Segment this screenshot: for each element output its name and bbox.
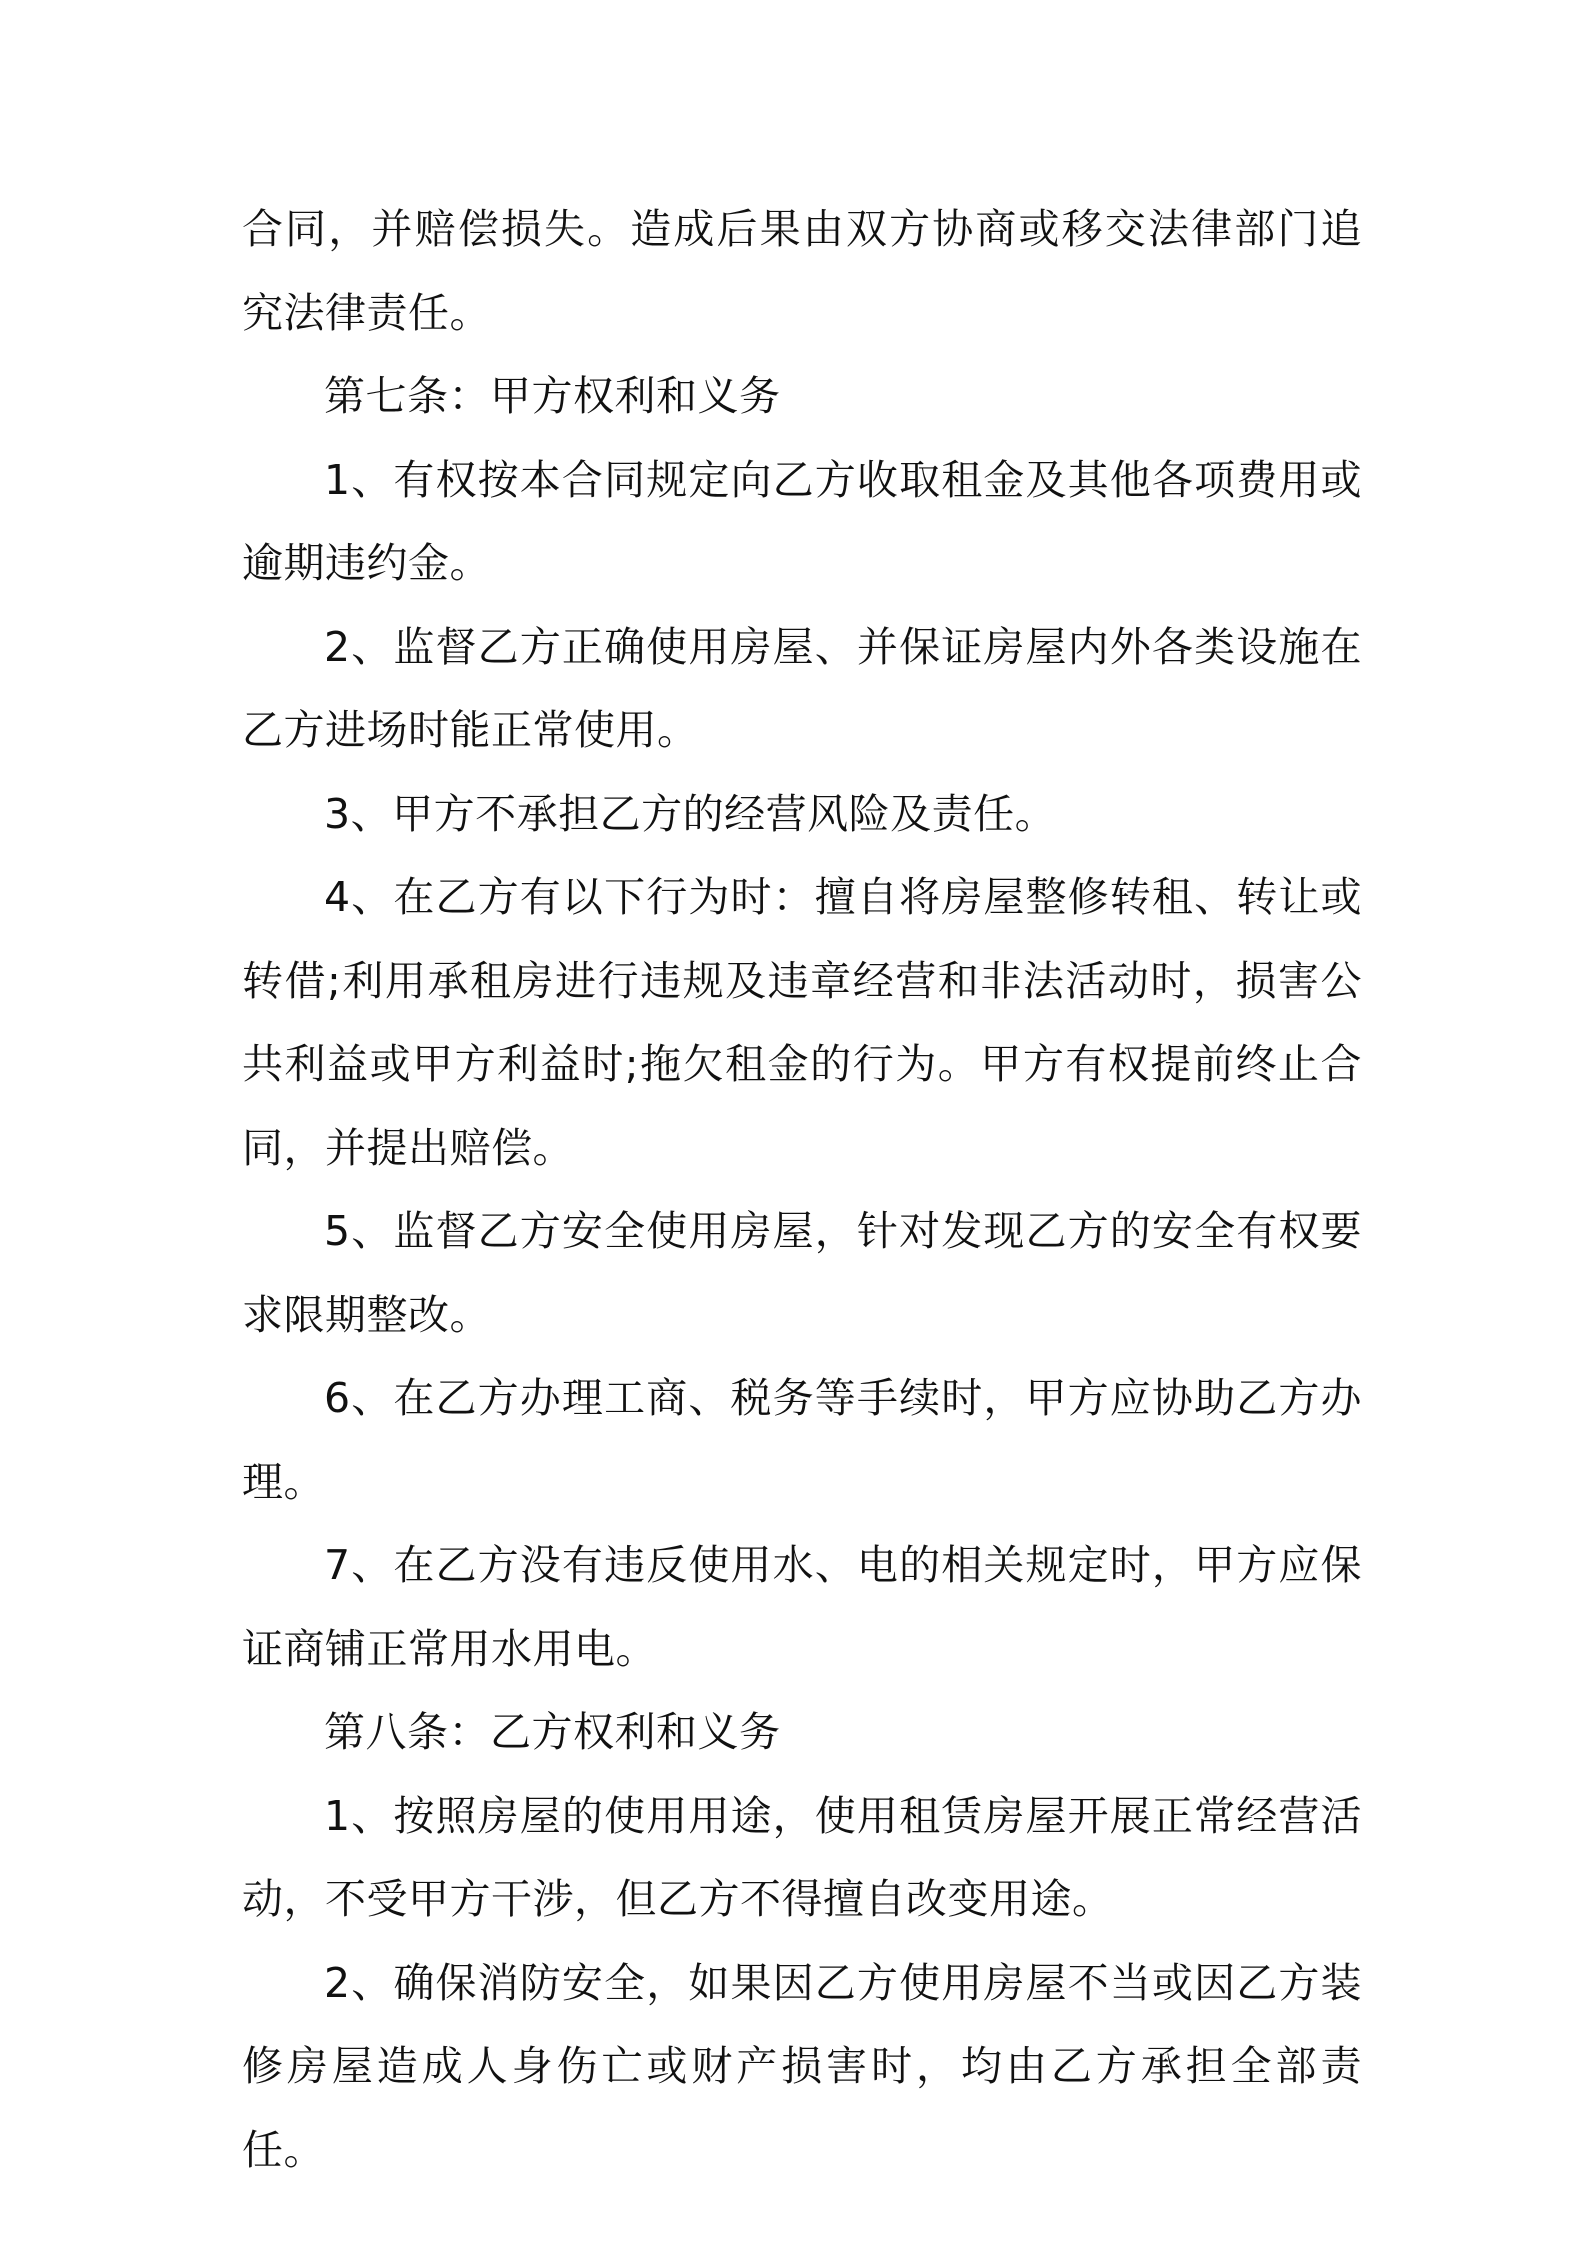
article-7-clause-7: 7、在乙方没有违反使用水、电的相关规定时，甲方应保证商铺正常用水用电。: [242, 1541, 1362, 1673]
document-body: [242, 188, 1362, 2192]
article-7-clause-5: 5、监督乙方安全使用房屋，针对发现乙方的安全有权要求限期整改。: [242, 1207, 1362, 1339]
article-7-clause-6: 6、在乙方办理工商、税务等手续时，甲方应协助乙方办理。: [242, 1374, 1362, 1506]
article-8-clause-1: 1、按照房屋的使用用途，使用租赁房屋开展正常经营活动，不受甲方干涉，但乙方不得擅自改变用途。: [242, 1791, 1362, 1923]
article-8-heading: 第八条：乙方权利和义务: [324, 1708, 781, 1756]
article-7-clause-2: 2、监督乙方正确使用房屋、并保证房屋内外各类设施在乙方进场时能正常使用。: [242, 622, 1362, 754]
article-7-clause-1: 1、有权按本合同规定向乙方收取租金及其他各项费用或逾期违约金。: [242, 455, 1362, 587]
article-7-clause-3: 3、甲方不承担乙方的经营风险及责任。: [324, 789, 1057, 838]
article-8-clause-2: 2、确保消防安全，如果因乙方使用房屋不当或因乙方装修房屋造成人身伤亡或财产损害时，均由乙方承担全部责任。: [242, 1958, 1362, 2174]
article-7-heading: 第七条：甲方权利和义务: [324, 372, 781, 420]
paragraph-continuation: 合同，并赔偿损失。造成后果由双方协商或移交法律部门追究法律责任。: [242, 205, 1362, 337]
article-7-clause-4: 4、在乙方有以下行为时：擅自将房屋整修转租、转让或转借;利用承租房进行违规及违章经营和非法活动时，损害公共利益或甲方利益时;拖欠租金的行为。甲方有权提前终止合同，并提出赔偿。: [242, 873, 1362, 1172]
